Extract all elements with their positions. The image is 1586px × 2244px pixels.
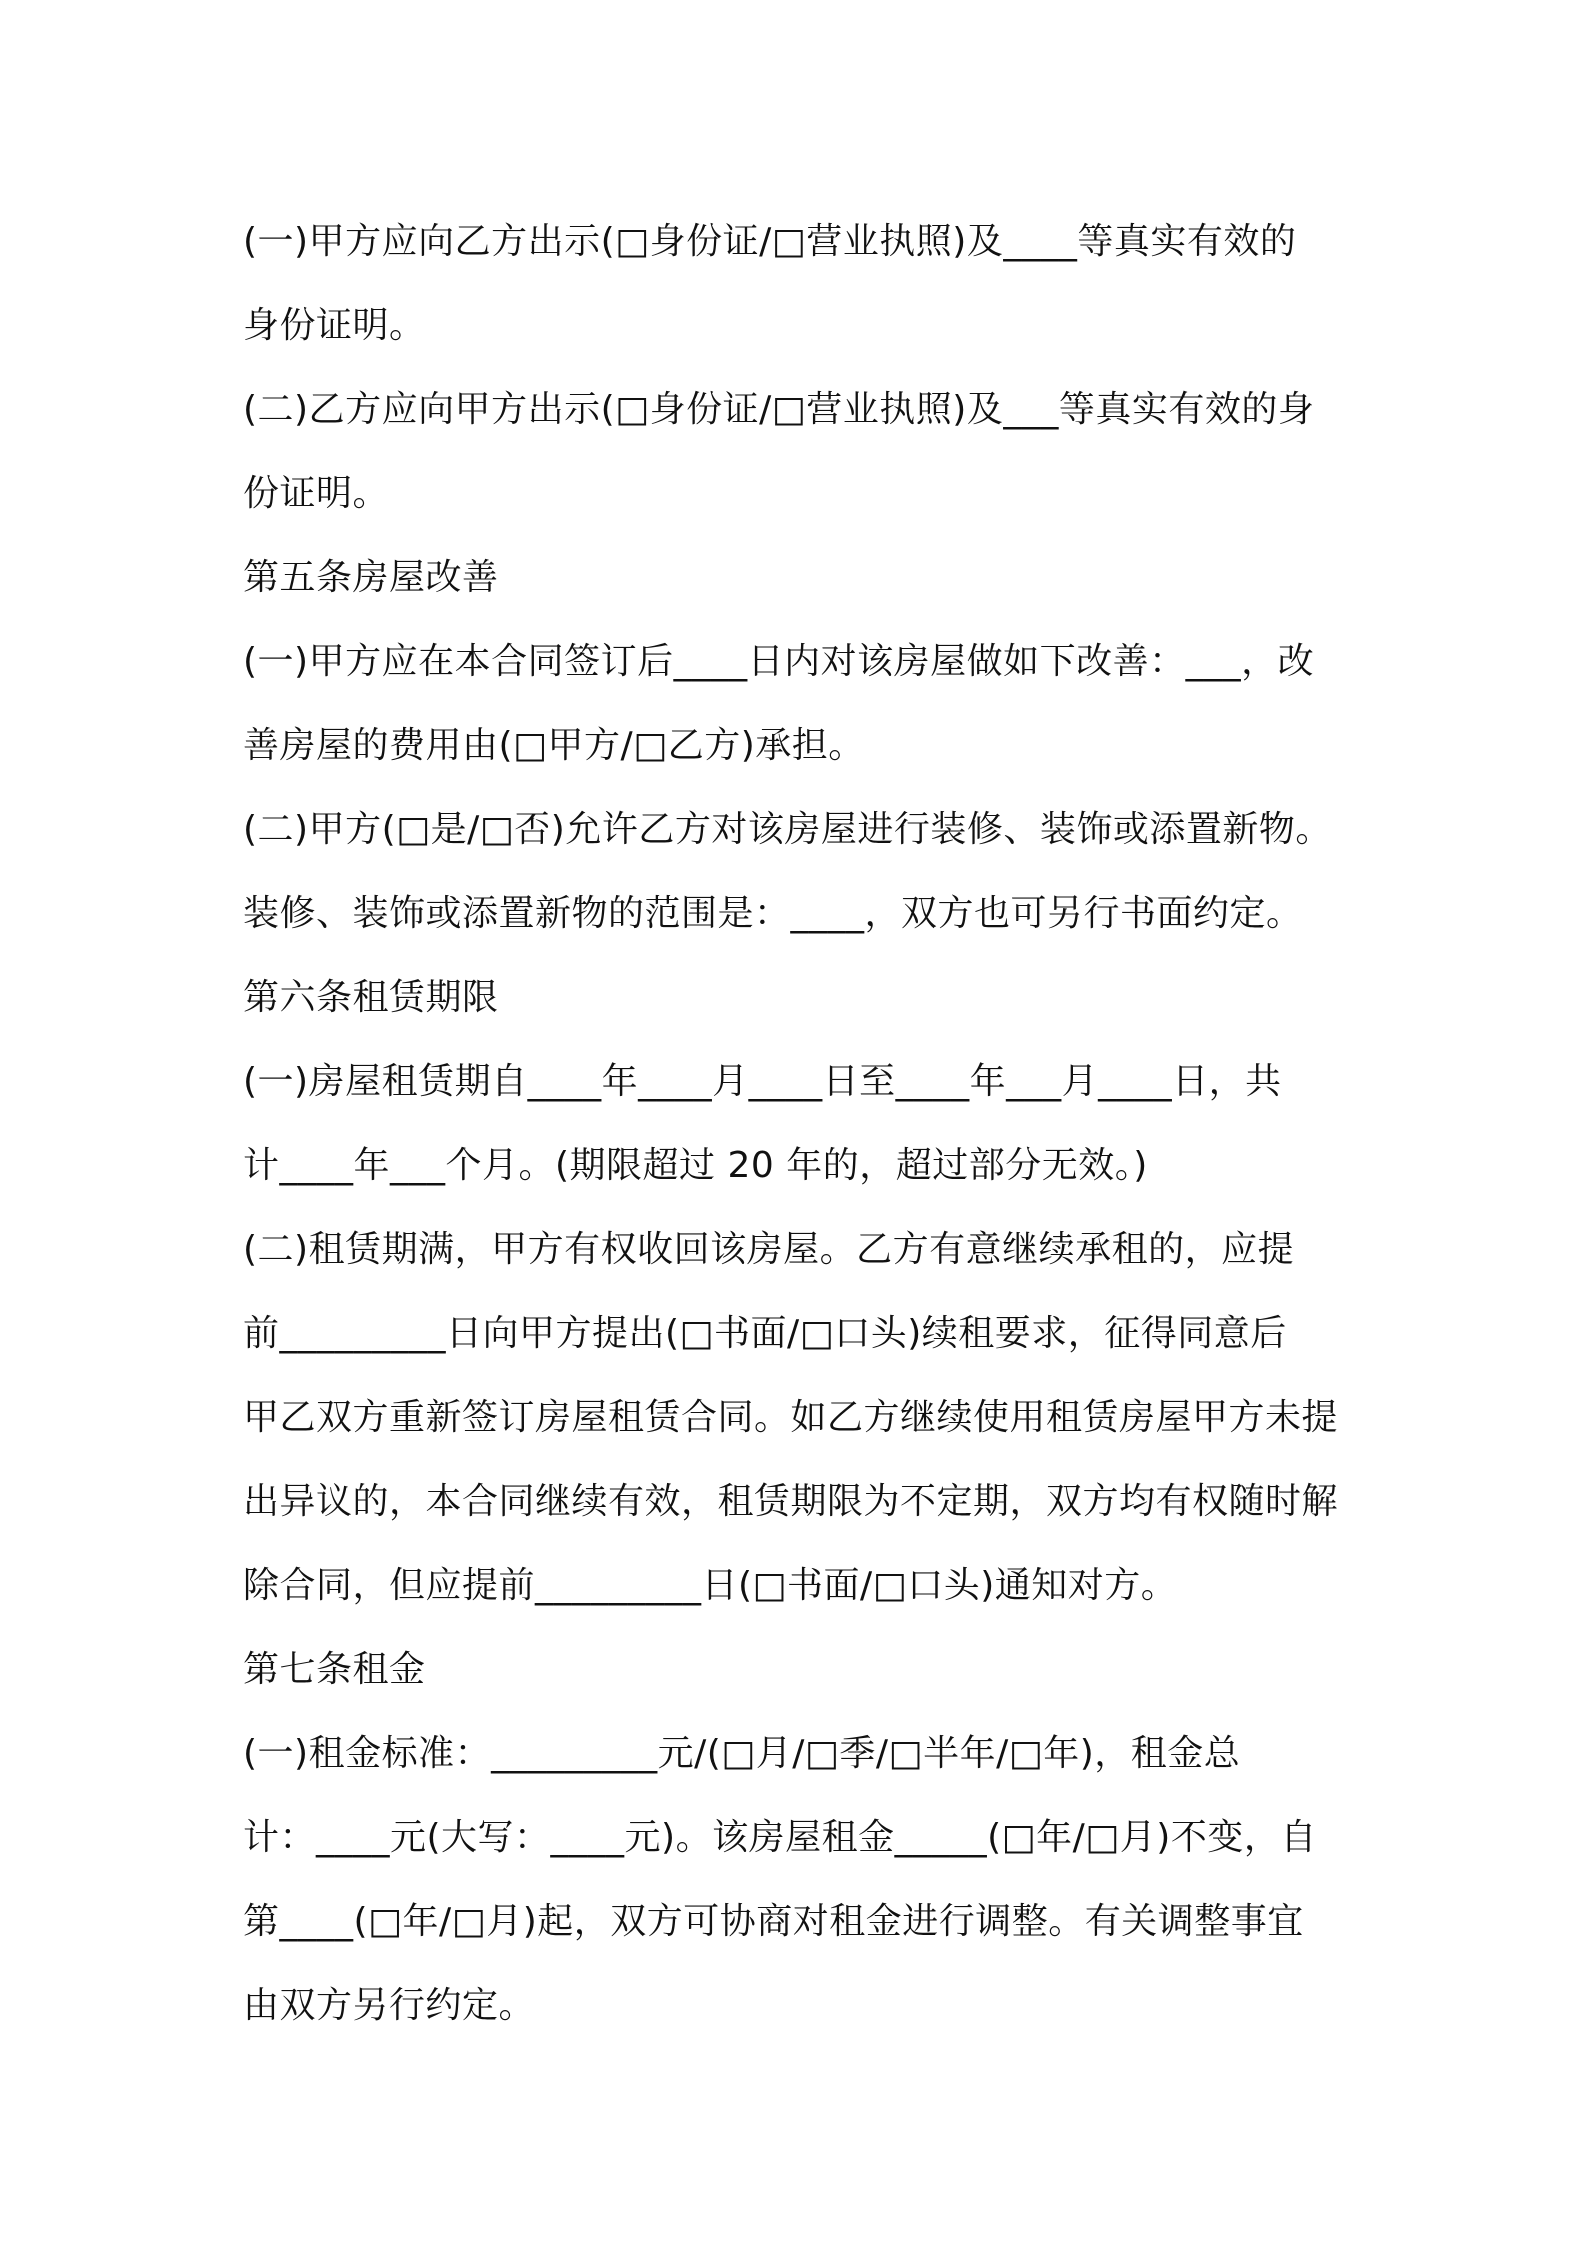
- section-heading: 第五条房屋改善: [243, 557, 499, 598]
- text-line: (一)租金标准：_________元/(□月/□季/□半年/□年)，租金总: [243, 1733, 1241, 1774]
- text-line: 第____(□年/□月)起，双方可协商对租金进行调整。有关调整事宜: [243, 1901, 1304, 1942]
- section-heading: 第六条租赁期限: [243, 977, 499, 1018]
- text-line: (一)甲方应向乙方出示(□身份证/□营业执照)及____等真实有效的: [243, 221, 1297, 262]
- text-line: 身份证明。: [243, 305, 426, 346]
- text-line: 出异议的，本合同继续有效，租赁期限为不定期，双方均有权随时解: [243, 1481, 1339, 1522]
- section-heading: 第七条租金: [243, 1649, 426, 1690]
- contract-text: [243, 200, 1363, 2048]
- text-line: 由双方另行约定。: [243, 1985, 536, 2026]
- text-line: (一)甲方应在本合同签订后____日内对该房屋做如下改善：___，改: [243, 641, 1315, 682]
- text-line: 份证明。: [243, 473, 390, 514]
- text-line: 计：____元(大写：____元)。该房屋租金_____(□年/□月)不变，自: [243, 1817, 1317, 1858]
- text-line: (一)房屋租赁期自____年____月____日至____年___月____日，共: [243, 1061, 1282, 1102]
- text-line: (二)乙方应向甲方出示(□身份证/□营业执照)及___等真实有效的身: [243, 389, 1315, 430]
- text-line: 装修、装饰或添置新物的范围是：____，双方也可另行书面约定。: [243, 893, 1303, 934]
- text-line: 甲乙双方重新签订房屋租赁合同。如乙方继续使用租赁房屋甲方未提: [243, 1397, 1339, 1438]
- text-line: 前_________日向甲方提出(□书面/□口头)续租要求，征得同意后: [243, 1313, 1287, 1354]
- text-line: 除合同，但应提前_________日(□书面/□口头)通知对方。: [243, 1565, 1178, 1606]
- text-line: (二)甲方(□是/□否)允许乙方对该房屋进行装修、装饰或添置新物。: [243, 809, 1332, 850]
- text-line: (二)租赁期满，甲方有权收回该房屋。乙方有意继续承租的，应提: [243, 1229, 1295, 1270]
- text-line: 计____年___个月。(期限超过 20 年的，超过部分无效。): [243, 1145, 1148, 1186]
- text-line: 善房屋的费用由(□甲方/□乙方)承担。: [243, 725, 865, 766]
